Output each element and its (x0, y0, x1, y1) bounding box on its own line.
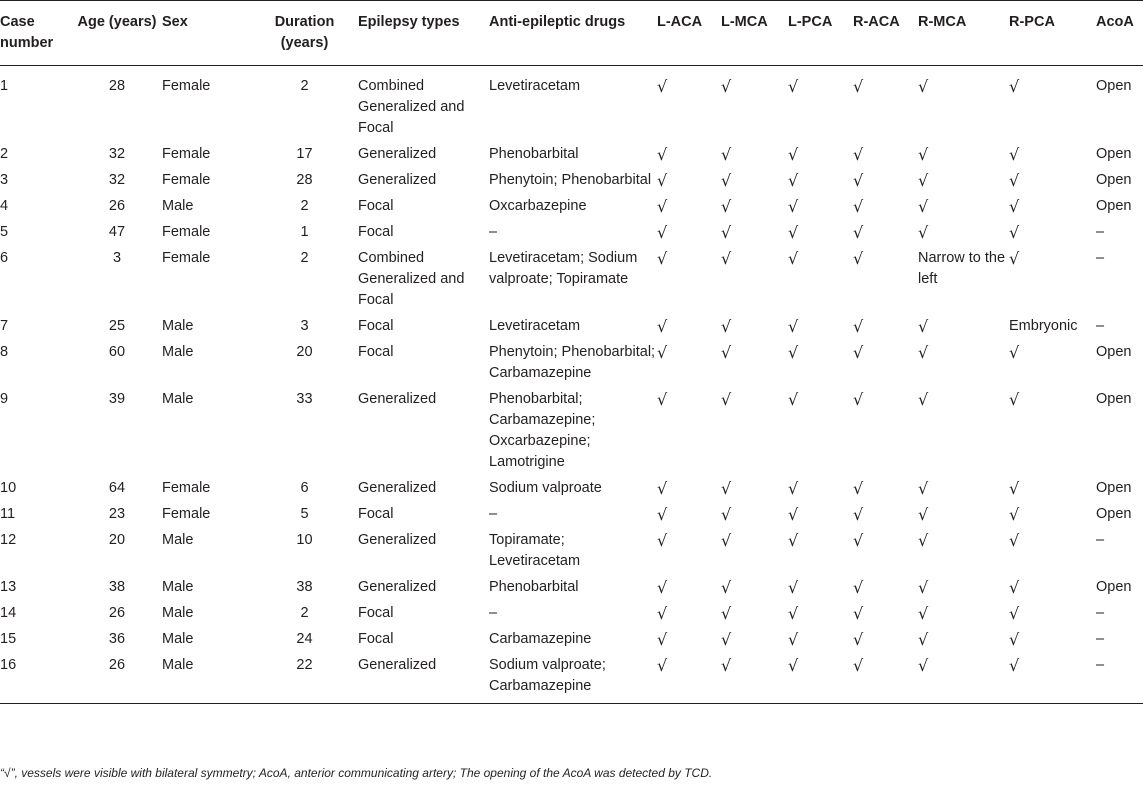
cell-r-pca: √ (1009, 479, 1020, 498)
cell-case-number: 14 (0, 605, 17, 621)
table-footnote: “√”, vessels were visible with bilateral symmetry; AcoA, anterior communicating artery; The opening of the AcoA was detected by TCD. (0, 766, 713, 780)
cell-acoa: – (1096, 605, 1105, 621)
cell-l-mca: √ (721, 655, 788, 704)
cell-duration: 3 (300, 318, 309, 334)
cell-l-pca: √ (788, 390, 799, 409)
table-row (0, 478, 1143, 504)
cell-drugs: Phenytoin; Phenobarbital; Carbamazepine (489, 344, 656, 381)
cell-l-aca: √ (657, 604, 668, 623)
cell-r-aca: √ (853, 655, 918, 704)
cell-r-aca: √ (853, 578, 864, 597)
cell-l-pca: √ (788, 223, 799, 242)
cell-epilepsy-type: Combined Generalized and Focal (358, 250, 465, 308)
cell-sex: Male (162, 655, 251, 704)
cell-acoa: – (1096, 532, 1105, 548)
cell-r-pca: √ (1009, 505, 1020, 524)
cell-l-mca: √ (721, 604, 732, 623)
header-l-aca: L-ACA (657, 1, 721, 66)
cell-l-aca: √ (657, 578, 668, 597)
cell-acoa: Open (1096, 146, 1132, 162)
cell-l-aca: √ (657, 197, 668, 216)
cell-sex: Male (162, 579, 194, 595)
cell-l-pca: √ (788, 171, 799, 190)
cell-duration: 17 (296, 146, 313, 162)
cell-sex: Female (162, 506, 211, 522)
cell-l-pca: √ (788, 479, 799, 498)
cell-r-aca: √ (853, 343, 864, 362)
cell-r-mca: √ (918, 630, 929, 649)
cell-r-pca: √ (1009, 145, 1020, 164)
header-l-mca: L-MCA (721, 1, 788, 66)
cell-l-aca: √ (657, 343, 668, 362)
cell-age: 47 (108, 224, 126, 240)
cell-l-pca: √ (788, 505, 799, 524)
cell-sex: Male (162, 344, 194, 360)
cell-r-aca: √ (853, 145, 864, 164)
cell-age: 36 (108, 631, 126, 647)
cell-r-mca: √ (918, 655, 1009, 704)
cell-case-number: 10 (0, 480, 17, 496)
table-row (0, 577, 1143, 603)
cell-r-pca: √ (1009, 655, 1096, 704)
cell-epilepsy-type: Generalized (358, 579, 437, 595)
cell-sex: Male (162, 198, 194, 214)
cell-acoa: Open (1096, 344, 1132, 360)
cell-r-mca: √ (918, 390, 929, 409)
cell-l-pca: √ (788, 578, 799, 597)
cell-drugs: Topiramate; Levetiracetam (489, 532, 581, 569)
cell-l-aca: √ (657, 145, 668, 164)
cell-case-number: 2 (0, 146, 9, 162)
cell-age: 26 (108, 605, 126, 621)
cell-l-pca: √ (788, 317, 799, 336)
cell-age: 23 (108, 506, 126, 522)
cell-drugs: Levetiracetam (489, 78, 581, 94)
cell-l-aca: √ (657, 317, 668, 336)
cell-duration: 2 (300, 198, 309, 214)
cell-case-number: 1 (0, 78, 9, 94)
cell-l-aca: √ (657, 249, 668, 268)
table-row (0, 655, 1143, 704)
cell-case-number: 11 (0, 506, 16, 522)
cell-epilepsy-type: Generalized (358, 391, 437, 407)
cell-age: 60 (108, 344, 126, 360)
cell-l-mca: √ (721, 197, 732, 216)
cell-r-mca: √ (918, 197, 929, 216)
cell-drugs: – (489, 224, 498, 240)
cell-l-aca: √ (657, 505, 668, 524)
cell-drugs: Phenytoin; Phenobarbital (489, 172, 652, 188)
cell-l-pca: √ (788, 197, 799, 216)
cell-l-mca: √ (721, 531, 732, 550)
cell-drugs: – (489, 605, 498, 621)
cell-l-aca: √ (657, 77, 668, 96)
cell-r-mca: √ (918, 317, 929, 336)
table-row (0, 342, 1143, 389)
cell-r-pca: Embryonic (1009, 318, 1078, 334)
cell-epilepsy-type: Focal (358, 318, 394, 334)
cell-epilepsy-type: Focal (358, 344, 394, 360)
cell-r-mca: √ (918, 145, 929, 164)
cell-duration: 10 (296, 532, 313, 548)
cell-l-mca: √ (721, 249, 732, 268)
cell-l-mca: √ (721, 479, 732, 498)
cell-l-mca: √ (721, 505, 732, 524)
cell-l-aca: √ (657, 531, 668, 550)
cell-duration: 2 (300, 78, 309, 94)
cell-r-aca: √ (853, 479, 864, 498)
table-row (0, 170, 1143, 196)
cell-drugs: – (489, 506, 498, 522)
cell-epilepsy-type: Generalized (358, 480, 437, 496)
cell-age: 64 (108, 480, 126, 496)
cell-sex: Female (162, 146, 211, 162)
cell-duration: 28 (296, 172, 313, 188)
table-row (0, 196, 1143, 222)
header-case-number: Case number (0, 1, 72, 66)
cell-r-aca: √ (853, 630, 864, 649)
cell-l-mca: √ (721, 171, 732, 190)
cell-sex: Female (162, 250, 211, 266)
cell-l-pca: √ (788, 604, 799, 623)
cell-l-aca: √ (657, 223, 668, 242)
cell-case-number: 12 (0, 532, 17, 548)
header-acoa: AcoA (1096, 1, 1143, 66)
cell-l-pca: √ (788, 655, 853, 704)
cell-epilepsy-type: Generalized (358, 655, 489, 704)
cell-sex: Male (162, 532, 194, 548)
cell-acoa: – (1096, 318, 1105, 334)
cell-l-mca: √ (721, 317, 732, 336)
cell-duration: 33 (296, 391, 313, 407)
table-row (0, 389, 1143, 478)
cell-r-mca: √ (918, 531, 929, 550)
cell-age: 26 (72, 655, 162, 704)
cell-r-mca: √ (918, 223, 929, 242)
cell-acoa: Open (1096, 391, 1132, 407)
cell-l-pca: √ (788, 630, 799, 649)
cell-sex: Female (162, 480, 211, 496)
cell-acoa: Open (1096, 78, 1132, 94)
header-l-pca: L-PCA (788, 1, 853, 66)
cell-acoa: Open (1096, 506, 1132, 522)
cell-l-pca: √ (788, 249, 799, 268)
cell-r-mca: √ (918, 343, 929, 362)
cell-l-mca: √ (721, 390, 732, 409)
header-anti-epileptic-drugs: Anti-epileptic drugs (489, 1, 657, 66)
cell-l-mca: √ (721, 343, 732, 362)
cell-l-aca: √ (657, 479, 668, 498)
cell-case-number: 6 (0, 250, 9, 266)
cell-acoa: Open (1096, 579, 1132, 595)
cell-epilepsy-type: Generalized (358, 532, 437, 548)
cell-duration: 6 (300, 480, 309, 496)
cell-r-pca: √ (1009, 343, 1020, 362)
cell-r-aca: √ (853, 505, 864, 524)
cell-age: 38 (108, 579, 126, 595)
cell-drugs: Levetiracetam; Sodium valproate; Topiramate (489, 250, 638, 287)
cell-duration: 5 (300, 506, 309, 522)
cell-sex: Female (162, 224, 211, 240)
cell-r-pca: √ (1009, 578, 1020, 597)
cell-case-number: 15 (0, 631, 17, 647)
cell-sex: Male (162, 318, 194, 334)
cell-r-pca: √ (1009, 604, 1020, 623)
cell-epilepsy-type: Focal (358, 198, 394, 214)
cell-acoa: Open (1096, 198, 1132, 214)
cell-r-pca: √ (1009, 171, 1020, 190)
cell-age: 28 (108, 78, 126, 94)
table-row (0, 629, 1143, 655)
cell-sex: Male (162, 391, 194, 407)
cell-sex: Male (162, 605, 194, 621)
header-row (0, 1, 1143, 66)
cell-r-aca: √ (853, 249, 864, 268)
cell-drugs: Sodium valproate (489, 480, 602, 496)
cell-r-aca: √ (853, 77, 864, 96)
cell-age: 32 (108, 146, 126, 162)
cell-epilepsy-type: Focal (358, 605, 394, 621)
cell-drugs: Phenobarbital; Carbamazepine; Oxcarbazepine; Lamotrigine (489, 391, 596, 470)
cell-duration: 1 (300, 224, 309, 240)
cell-l-mca: √ (721, 223, 732, 242)
cell-epilepsy-type: Focal (358, 631, 394, 647)
cell-r-pca: √ (1009, 630, 1020, 649)
cell-case-number: 4 (0, 198, 9, 214)
cell-l-aca: √ (657, 655, 721, 704)
table-row (0, 66, 1143, 145)
cell-r-mca: √ (918, 604, 929, 623)
cell-l-pca: √ (788, 145, 799, 164)
cell-r-mca: √ (918, 578, 929, 597)
table-body (0, 66, 1143, 704)
cell-drugs: Sodium valproate; Carbamazepine (489, 655, 657, 704)
cell-r-aca: √ (853, 171, 864, 190)
cell-r-pca: √ (1009, 249, 1020, 268)
cell-r-pca: √ (1009, 77, 1020, 96)
cell-age: 39 (108, 391, 126, 407)
cell-age: 25 (108, 318, 126, 334)
cell-duration: 2 (300, 605, 309, 621)
header-r-mca: R-MCA (918, 1, 1009, 66)
cell-epilepsy-type: Focal (358, 224, 394, 240)
table-row (0, 144, 1143, 170)
cell-duration: 22 (251, 655, 358, 704)
header-age: Age (years) (72, 1, 162, 66)
cell-drugs: Carbamazepine (489, 631, 592, 647)
cell-l-aca: √ (657, 390, 668, 409)
cell-r-aca: √ (853, 317, 864, 336)
cell-epilepsy-type: Focal (358, 506, 394, 522)
cell-l-mca: √ (721, 630, 732, 649)
cell-acoa: – (1096, 224, 1105, 240)
table-row (0, 248, 1143, 316)
cell-r-aca: √ (853, 197, 864, 216)
cell-epilepsy-type: Generalized (358, 172, 437, 188)
cell-r-aca: √ (853, 390, 864, 409)
cell-r-mca: √ (918, 77, 929, 96)
cell-r-mca: √ (918, 479, 929, 498)
table-row (0, 530, 1143, 577)
cell-l-mca: √ (721, 578, 732, 597)
table-row (0, 222, 1143, 248)
cell-age: 20 (108, 532, 126, 548)
table-row (0, 316, 1143, 342)
cell-duration: 24 (296, 631, 313, 647)
cell-r-mca: √ (918, 171, 929, 190)
cell-l-pca: √ (788, 77, 799, 96)
table-row (0, 603, 1143, 629)
cell-acoa: Open (1096, 172, 1132, 188)
header-r-pca: R-PCA (1009, 1, 1096, 66)
cell-age: 3 (112, 250, 122, 266)
cell-drugs: Levetiracetam (489, 318, 581, 334)
cell-r-aca: √ (853, 223, 864, 242)
cell-duration: 20 (296, 344, 313, 360)
header-duration: Duration (years) (251, 1, 358, 66)
cell-r-mca: Narrow to the left (918, 250, 1006, 287)
cell-r-pca: √ (1009, 531, 1020, 550)
cell-sex: Female (162, 172, 211, 188)
cell-drugs: Phenobarbital (489, 579, 579, 595)
cell-case-number: 8 (0, 344, 9, 360)
cell-duration: 38 (296, 579, 313, 595)
table-row (0, 504, 1143, 530)
cell-age: 32 (108, 172, 126, 188)
cell-l-pca: √ (788, 343, 799, 362)
cell-acoa: – (1096, 631, 1105, 647)
cell-case-number: 5 (0, 224, 9, 240)
cell-r-mca: √ (918, 505, 929, 524)
cell-l-aca: √ (657, 171, 668, 190)
cell-l-aca: √ (657, 630, 668, 649)
cell-sex: Female (162, 78, 211, 94)
cell-epilepsy-type: Generalized (358, 146, 437, 162)
header-sex: Sex (162, 1, 251, 66)
cell-l-mca: √ (721, 77, 732, 96)
cell-acoa: – (1096, 655, 1143, 704)
cell-l-pca: √ (788, 531, 799, 550)
cell-age: 26 (108, 198, 126, 214)
cell-r-pca: √ (1009, 390, 1020, 409)
cell-acoa: Open (1096, 480, 1132, 496)
cell-case-number: 9 (0, 391, 9, 407)
cell-drugs: Phenobarbital (489, 146, 579, 162)
cell-case-number: 13 (0, 579, 17, 595)
header-epilepsy-types: Epilepsy types (358, 1, 489, 66)
cell-l-mca: √ (721, 145, 732, 164)
cell-case-number: 3 (0, 172, 9, 188)
cell-duration: 2 (300, 250, 309, 266)
cell-drugs: Oxcarbazepine (489, 198, 587, 214)
cell-acoa: – (1096, 250, 1105, 266)
cell-r-aca: √ (853, 531, 864, 550)
cell-epilepsy-type: Combined Generalized and Focal (358, 78, 465, 136)
cell-case-number: 16 (0, 655, 72, 704)
cell-sex: Male (162, 631, 194, 647)
cell-r-aca: √ (853, 604, 864, 623)
cell-case-number: 7 (0, 318, 9, 334)
header-r-aca: R-ACA (853, 1, 918, 66)
cell-r-pca: √ (1009, 197, 1020, 216)
cell-r-pca: √ (1009, 223, 1020, 242)
